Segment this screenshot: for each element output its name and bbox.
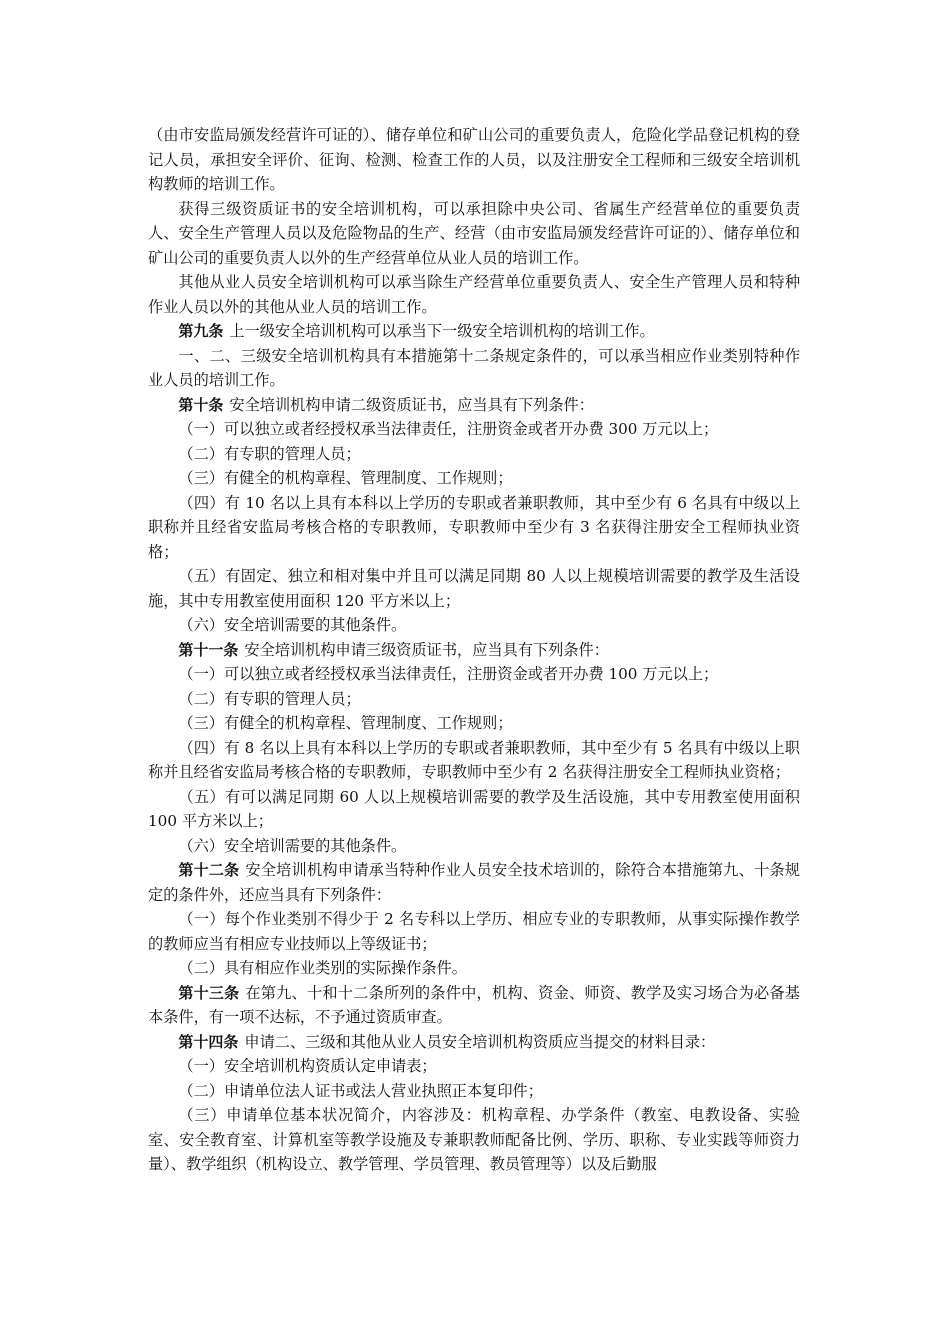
article-number: 第十一条 <box>178 640 239 659</box>
paragraph-text: （二）有专职的管理人员； <box>178 689 361 708</box>
body-paragraph <box>148 785 800 834</box>
body-paragraph <box>148 662 800 687</box>
article-number: 第十二条 <box>178 861 240 879</box>
article-number: 第十四条 <box>178 1032 239 1051</box>
article-number: 第十条 <box>178 395 224 414</box>
paragraph-text: 在第九、十和十二条所列的条件中，机构、资金、师资、教学及实习场合为必备基本条件，有一项不达标，不予通过资质审查。 <box>148 983 800 1026</box>
body-paragraph <box>148 1079 800 1104</box>
paragraph-text: 安全培训机构申请二级资质证书，应当具有下列条件： <box>229 395 594 414</box>
paragraph-text: （二）有专职的管理人员； <box>178 444 361 463</box>
paragraph-text: （二）申请单位法人证书或法人营业执照正本复印件； <box>178 1081 543 1100</box>
paragraph-text: 安全培训机构申请承当特种作业人员安全技术培训的，除符合本措施第九、十条规定的条件外，还应当具有下列条件： <box>148 861 800 904</box>
paragraph-text: （四）有 10 名以上具有本科以上学历的专职或者兼职教师，其中至少有 6 名具有中级以上职称并且经省安监局考核合格的专职教师，专职教师中至少有 3 名获得注册安全工程师执业资格； <box>148 493 800 561</box>
article-paragraph <box>148 1030 800 1055</box>
paragraph-text: 上一级安全培训机构可以承当下一级安全培训机构的培训工作。 <box>229 322 655 340</box>
body-paragraph <box>148 711 800 736</box>
article-paragraph <box>148 638 800 663</box>
body-paragraph <box>148 417 800 442</box>
article-paragraph <box>148 393 800 418</box>
body-paragraph <box>148 270 800 319</box>
body-paragraph <box>148 736 800 785</box>
body-paragraph <box>148 564 800 613</box>
paragraph-text: （由市安监局颁发经营许可证的）、储存单位和矿山公司的重要负责人，危险化学品登记机构的登记人员，承担安全评价、征询、检测、检查工作的人员，以及注册安全工程师和三级安全培训机构教师的培训工作。 <box>148 126 800 193</box>
paragraph-text: 申请二、三级和其他从业人员安全培训机构资质应当提交的材料目录： <box>244 1032 716 1051</box>
paragraph-text: （六）安全培训需要的其他条件。 <box>178 836 407 855</box>
document-page <box>148 123 800 1177</box>
paragraph-text: 一、二、三级安全培训机构具有本措施第十二条规定条件的，可以承当相应作业类别特种作业人员的培训工作。 <box>148 346 800 389</box>
paragraph-text: （一）可以独立或者经授权承当法律责任，注册资金或者开办费 300 万元以上； <box>178 420 719 438</box>
article-paragraph <box>148 858 800 907</box>
paragraph-text: （三）有健全的机构章程、管理制度、工作规则； <box>178 714 513 732</box>
body-paragraph <box>148 123 800 197</box>
paragraph-text: （四）有 8 名以上具有本科以上学历的专职或者兼职教师，其中至少有 5 名具有中级以上职称并且经省安监局考核合格的专职教师，专职教师中至少有 2 名获得注册安全工程师执业资格； <box>148 738 800 781</box>
paragraph-text: （五）有固定、独立和相对集中并且可以满足同期 80 人以上规模培训需要的教学及生活设施，其中专用教室使用面积 120 平方米以上； <box>148 567 800 610</box>
paragraph-text: （一）每个作业类别不得少于 2 名专科以上学历、相应专业的专职教师，从事实际操作教学的教师应当有相应专业技师以上等级证书； <box>148 910 800 953</box>
article-number: 第九条 <box>178 322 224 340</box>
body-paragraph <box>148 1103 800 1177</box>
article-paragraph <box>148 319 800 344</box>
body-paragraph <box>148 344 800 393</box>
body-paragraph <box>148 442 800 467</box>
body-paragraph <box>148 956 800 981</box>
body-paragraph <box>148 491 800 565</box>
body-paragraph <box>148 1054 800 1079</box>
paragraph-text: （六）安全培训需要的其他条件。 <box>178 616 407 634</box>
body-paragraph <box>148 197 800 271</box>
paragraph-text: （三）有健全的机构章程、管理制度、工作规则； <box>178 469 513 487</box>
body-paragraph <box>148 613 800 638</box>
paragraph-text: （一）可以独立或者经授权承当法律责任，注册资金或者开办费 100 万元以上； <box>178 665 719 683</box>
paragraph-text: 安全培训机构申请三级资质证书，应当具有下列条件： <box>244 640 609 659</box>
paragraph-text: （二）具有相应作业类别的实际操作条件。 <box>178 959 467 977</box>
paragraph-text: （一）安全培训机构资质认定申请表； <box>178 1057 437 1075</box>
article-number: 第十三条 <box>178 983 240 1002</box>
body-paragraph <box>148 466 800 491</box>
body-paragraph <box>148 687 800 712</box>
article-paragraph <box>148 981 800 1030</box>
body-paragraph <box>148 907 800 956</box>
paragraph-text: 其他从业人员安全培训机构可以承当除生产经营单位重要负责人、安全生产管理人员和特种作业人员以外的其他从业人员的培训工作。 <box>148 273 800 316</box>
paragraph-text: （五）有可以满足同期 60 人以上规模培训需要的教学及生活设施，其中专用教室使用面积 100 平方米以上； <box>148 787 800 830</box>
paragraph-text: 获得三级资质证书的安全培训机构，可以承担除中央公司、省属生产经营单位的重要负责人、安全生产管理人员以及危险物品的生产、经营（由市安监局颁发经营许可证的）、储存单位和矿山公司的重要负责人以外的生产经营单位从业人员的培训工作。 <box>148 199 800 267</box>
paragraph-text: （三）申请单位基本状况简介，内容涉及：机构章程、办学条件（教室、电教设备、实验室、安全教育室、计算机室等教学设施及专兼职教师配备比例、学历、职称、专业实践等师资力量）、教学组织（机构设立、教学管理、学员管理、教员管理等）以及后勤服 <box>148 1106 800 1173</box>
body-paragraph <box>148 834 800 859</box>
